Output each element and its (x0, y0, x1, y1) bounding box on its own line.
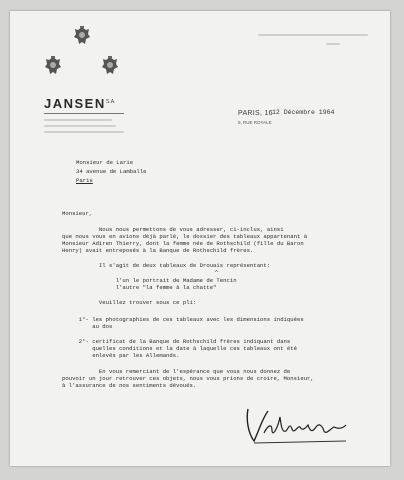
body-line: que nous vous en avions déjà parlé, le dossier des tableaux appartenant à (62, 233, 308, 240)
letter-sheet (10, 11, 390, 466)
recipient-name: Monsieur de Larie (76, 159, 134, 166)
body-line: Monsieur Adiren Thierry, dont la femme née de Rothschild (fille du Baron (62, 240, 304, 247)
brand-rule (44, 113, 124, 114)
enclosure-line: au dos (62, 323, 113, 330)
handwritten-signature (242, 403, 354, 447)
recipient-street: 34 avenue de Lamballe (76, 168, 147, 175)
letterhead-city: PARIS, 16 (238, 110, 273, 117)
recipient-city: Paris (76, 177, 93, 184)
salutation: Monsieur, (62, 210, 93, 217)
enclosure-line: enlevés par les Allemands. (62, 352, 180, 359)
handwritten-correction-mark: ^ (214, 270, 220, 277)
letterhead-address: 9, RUE ROYALE (238, 120, 272, 125)
letter-date: 12 Décembre 1964 (272, 109, 335, 116)
faint-print-line (44, 119, 112, 121)
faint-print-line (326, 43, 340, 45)
body-line: Nous nous permettons de vous adresser, ci-inclus, ainsi (62, 226, 284, 233)
body-line: Veuillez trouver sous ce pli: (62, 299, 197, 306)
closing-line: En vous remerciant de l'espérance que vous nous donnez de (62, 368, 291, 375)
faint-print-line (44, 131, 124, 133)
closing-line: à l'assurance de nos sentiments dévoués. (62, 382, 197, 389)
faint-print-line (44, 125, 116, 127)
painting-item: l'un le portrait de Madame de Tencin (62, 277, 237, 284)
painting-item: l'autre "la femme à la chatte" (62, 284, 217, 291)
closing-line: pouvoir un jour retrouver ces objets, nous vous prions de croire, Monsieur, (62, 375, 314, 382)
faint-print-line (258, 34, 368, 36)
brand-name: JANSEN (44, 96, 106, 111)
enclosure-line: 1°- les photographies de ces tableaux avec les dimensions indiquées (62, 316, 304, 323)
body-line: Il s'agit de deux tableaux de Drouais représentant: (62, 262, 271, 269)
enclosure-line: 2°- certificat de la Banque de Rothschild frères indiquant dans (62, 338, 291, 345)
enclosure-line: quelles conditions et la date à laquelle ces tableaux ont été (62, 345, 297, 352)
brand-suffix: S.A. (106, 99, 116, 105)
crest-icon (71, 25, 93, 47)
crest-icon (99, 55, 121, 77)
crest-icon (42, 55, 64, 77)
body-line: Henry) avait entreposés à la Banque de Rothschild frères. (62, 247, 254, 254)
